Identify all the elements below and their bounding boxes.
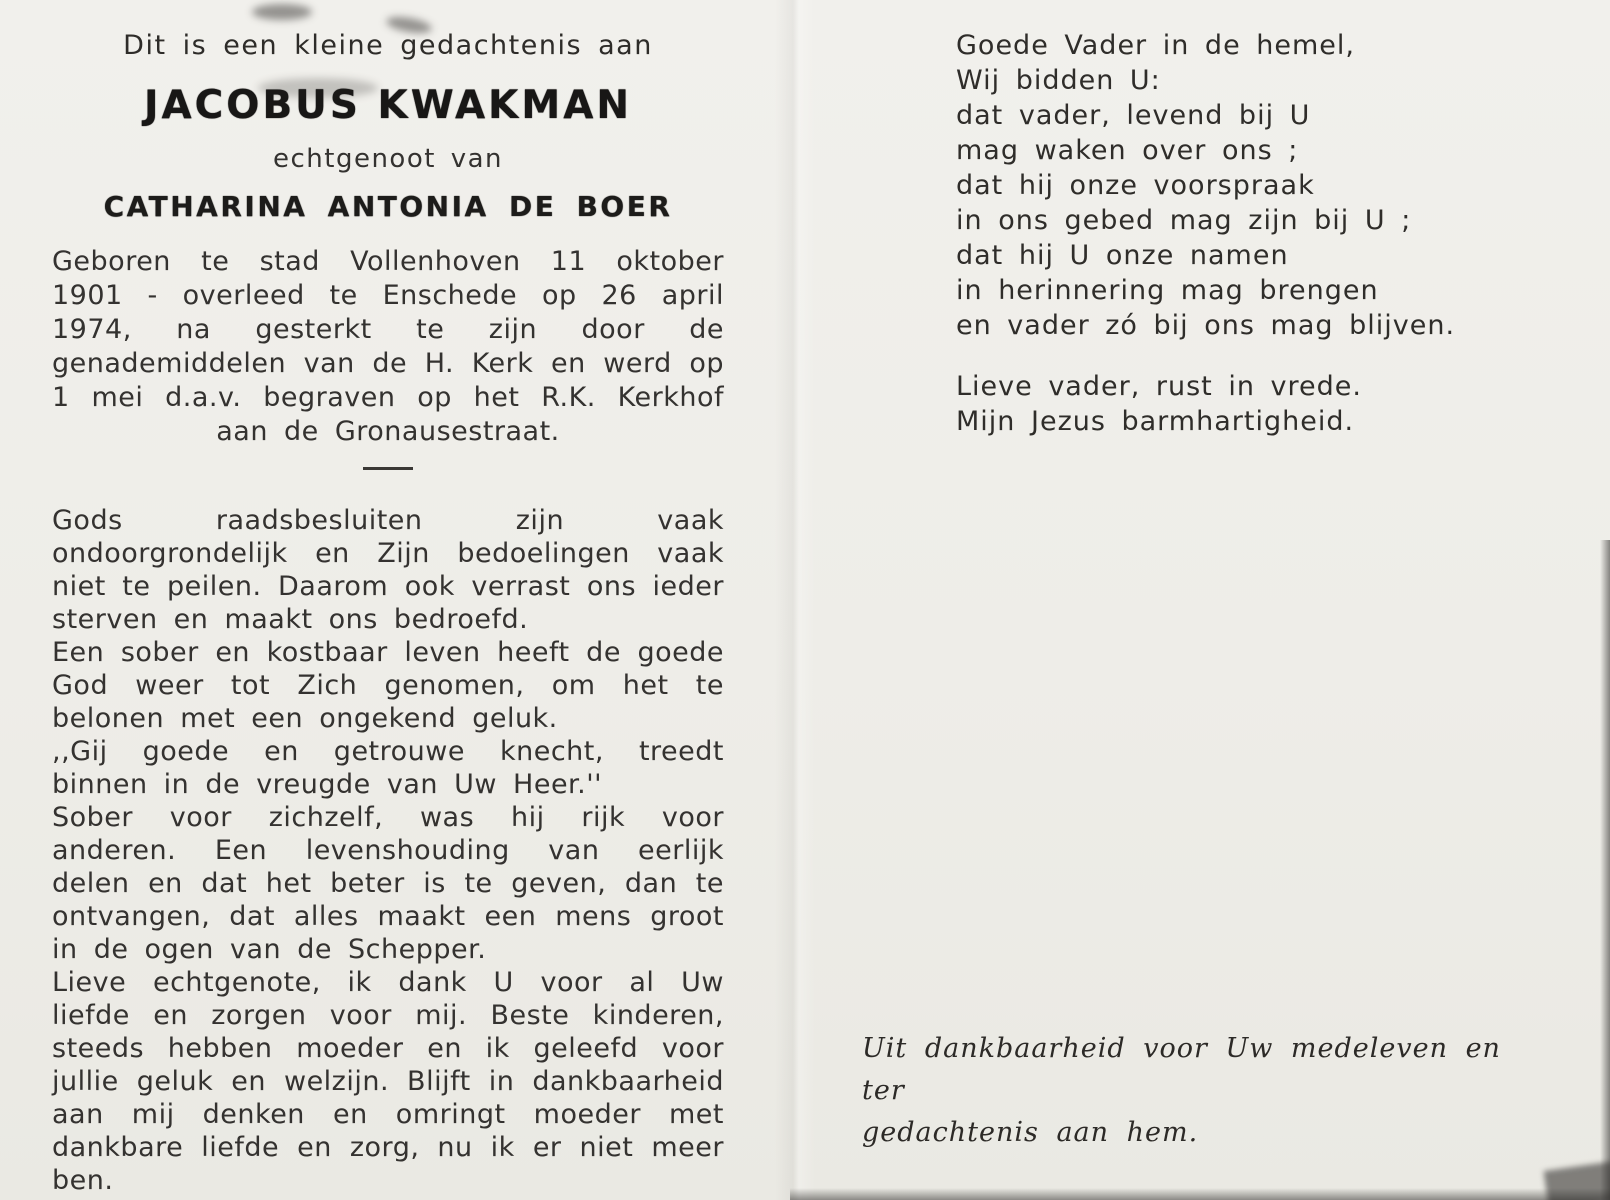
obituary-paragraph: Lieve echtgenote, ik dank U voor al Uw liefde en zorgen voor mij. Beste kinderen, steeds hebben moeder en ik geleefd voor jullie geluk en welzijn. Blijft in dankbaarheid aan mij denken en omringt moeder met dankbare liefde en zorg, nu ik er niet meer ben. [52,967,724,1196]
right-page [956,28,1576,439]
obituary-paragraph: Een sober en kostbaar leven heeft de goede God weer tot Zich genomen, om het te belonen met een ongekend geluk. [52,637,724,734]
prayer-block [956,28,1576,343]
prayer-line: en vader zó bij ons mag blijven. [956,310,1456,341]
deceased-name: JACOBUS KWAKMAN [143,83,633,128]
prayer-line: dat hij onze voorspraak [956,170,1315,201]
prayer-line: Goede Vader in de hemel, [956,30,1355,61]
prayer-line: in ons gebed mag zijn bij U ; [956,205,1412,236]
closing-line: Lieve vader, rust in vrede. [956,371,1362,402]
prayer-line: dat hij U onze namen [956,240,1289,271]
closing-line: Mijn Jezus barmhartigheid. [956,406,1355,437]
prayer-line: in herinnering mag brengen [956,275,1379,306]
left-page [52,30,724,1197]
right-edge-shadow [1600,540,1610,1200]
prayer-line: mag waken over ons ; [956,135,1299,166]
dedication-line: gedachtenis aan hem. [862,1117,1199,1148]
bottom-edge-shadow [790,1188,1610,1200]
center-fold-shadow [775,0,815,1200]
vitals-paragraph: Geboren te stad Vollenhoven 11 oktober 1901 - overleed te Enschede op 26 april 1974, na gesterkt te zijn door de genademiddelen van de H. Kerk en werd op 1 mei d.a.v. begraven op het R.K. Kerkhof aan de Gronausestraat. [52,246,724,447]
closing-block [956,369,1576,439]
section-divider [363,467,413,470]
dedication-line: Uit dankbaarheid voor Uw medeleven en ter [862,1033,1501,1106]
prayer-line: Wij bidden U: [956,65,1161,96]
corner-shadow [1544,1161,1610,1200]
prayer-line: dat vader, levend bij U [956,100,1311,131]
relation-line: echtgenoot van [272,144,503,174]
intro-line: Dit is een kleine gedachtenis aan [123,30,653,61]
spouse-name: CATHARINA ANTONIA DE BOER [103,190,673,223]
ink-smudge [252,4,312,20]
obituary-paragraph: ,,Gij goede en getrouwe knecht, treedt binnen in de vreugde van Uw Heer.'' [52,736,724,800]
obituary-body [52,504,724,1197]
obituary-paragraph: Gods raadsbesluiten zijn vaak ondoorgrondelijk en Zijn bedoelingen vaak niet te peilen. Daarom ook verrast ons ieder sterven en maakt ons bedroefd. [52,505,724,635]
dedication-note [862,1028,1552,1154]
obituary-paragraph: Sober voor zichzelf, was hij rijk voor anderen. Een levenshouding van eerlijk delen en dat het beter is te geven, dan te ontvangen, dat alles maakt een mens groot in de ogen van de Schepper. [52,802,724,965]
